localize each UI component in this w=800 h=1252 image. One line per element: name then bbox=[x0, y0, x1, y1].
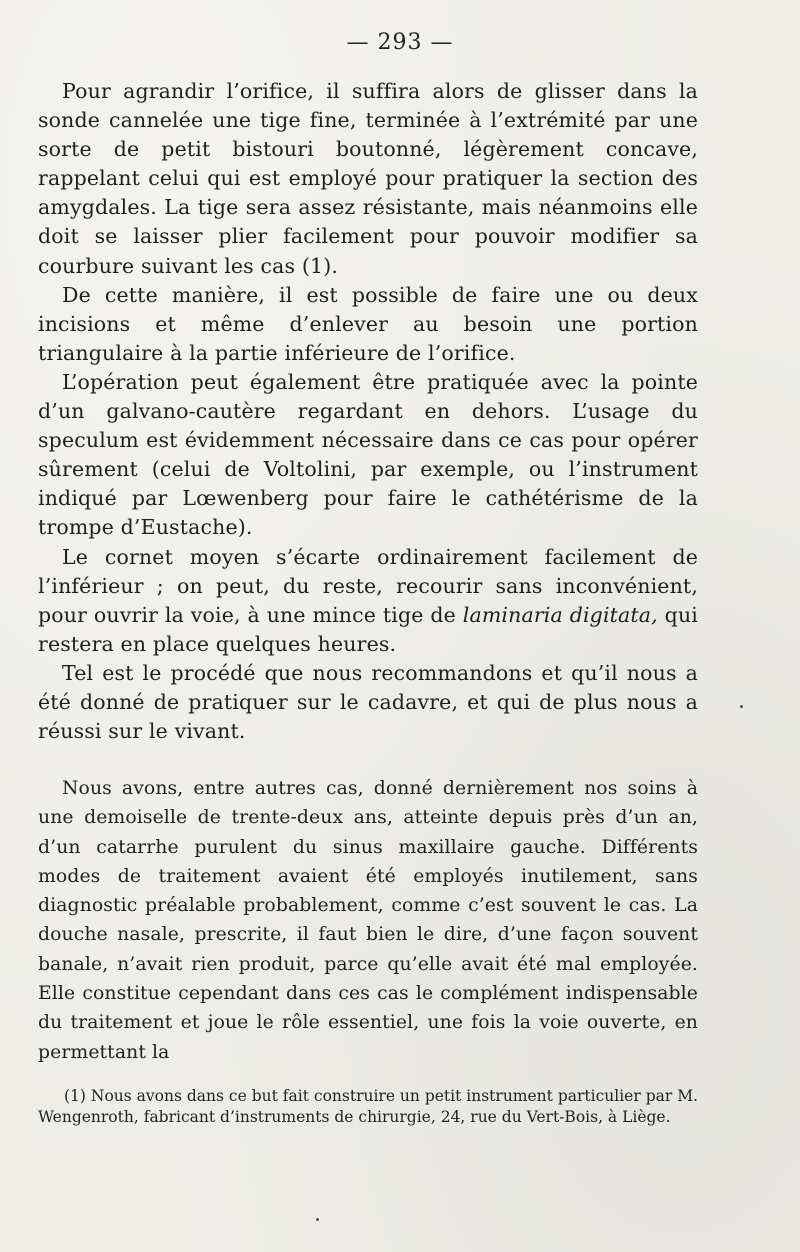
paragraph-6: Nous avons, entre autres cas, donné dernièrement nos soins à une demoiselle de trente-deux ans, atteinte depuis près d’un an, d’un catarrhe purulent du sinus maxillaire gauche. Différents modes de traitement avaient été employés inutilement, sans diagnostic préalable probablement, comme c’est souvent le cas. La douche nasale, prescrite, il faut bien le dire, d’une façon souvent banale, n’avait rien produit, parce qu’elle avait été mal employée. Elle constitue cependant dans ces cas le complément indispensable du traitement et joue le rôle essentiel, une fois la voie ouverte, en permettant la bbox=[38, 778, 698, 1063]
footnote bbox=[38, 1086, 698, 1128]
paragraph-2: De cette manière, il est possible de faire une ou deux incisions et même d’enlever au besoin une portion triangulaire à la partie inférieure de l’orifice. bbox=[38, 282, 698, 365]
paragraph-3: L’opération peut également être pratiquée avec la pointe d’un galvano-cautère regardant en dehors. L’usage du speculum est évidemment nécessaire dans ce cas pour opérer sûrement (celui de Voltolini, par exemple, ou l’instrument indiqué par Lœwenberg pour faire le cathétérisme de la trompe d’Eustache). bbox=[38, 369, 698, 540]
paragraph-1: Pour agrandir l’orifice, il suffira alors de glisser dans la sonde cannelée une tige fine, terminée à l’extrémité par une sorte de petit bistouri boutonné, légèrement concave, rappelant celui qui est employé pour pratiquer la section des amygdales. La tige sera assez résistante, mais néanmoins elle doit se laisser plier facilement pour pouvoir modifier sa courbure suivant les cas (1). bbox=[38, 79, 698, 278]
footnote-text: (1) Nous avons dans ce but fait construire un petit instrument particulier par M. Wengenroth, fabricant d’instruments de chirurgie, 24, rue du Vert-Bois, à Liège. bbox=[38, 1087, 698, 1126]
print-speck bbox=[740, 705, 743, 708]
paragraph-4-end: qui restera en place quelques heures. bbox=[38, 602, 699, 656]
paragraph-4-text: Le cornet moyen s’écarte ordinairement facilement de l’inférieur ; on peut, du reste, recourir sans inconvénient, pour ouvrir la voie, à une mince tige de bbox=[38, 544, 698, 627]
paragraph-4 bbox=[38, 543, 698, 659]
case-text bbox=[38, 774, 698, 1067]
main-text bbox=[38, 77, 698, 746]
page-number: — 293 — bbox=[346, 30, 454, 55]
paragraph-5: Tel est le procédé que nous recommandons et qu’il nous a été donné de pratiquer sur le cadavre, et qui de plus nous a réussi sur le vivant. bbox=[38, 660, 698, 744]
paragraph-4-italic: laminaria digitata, bbox=[462, 602, 658, 627]
print-speck bbox=[316, 1218, 319, 1221]
